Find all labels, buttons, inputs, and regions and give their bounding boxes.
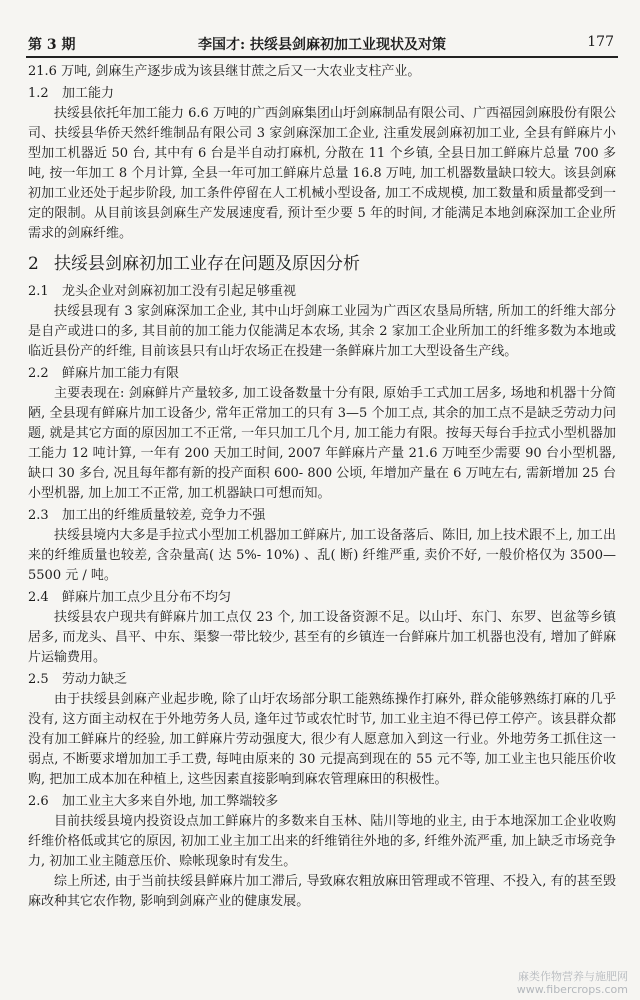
heading-title: 龙头企业对剑麻初加工没有引起足够重视 xyxy=(62,284,297,299)
heading-title: 加工业主大多来自外地, 加工弊端较多 xyxy=(62,794,279,809)
heading-title: 鲜麻片加工点少且分布不均匀 xyxy=(62,590,232,605)
paragraph: 由于扶绥县剑麻产业起步晚, 除了山圩农场部分职工能熟练操作打麻外, 群众能够熟练打麻的几乎没有, 这方面主动权在于外地劳务人员, 逢年过节或农忙时节, 加工业主迫不得已停工停产。该县群众都没有加工鲜麻片的经验, 加工鲜麻片劳动强度大, 很少有人愿意加入到这一行业。外地劳务工抓住这一弱点, 不断要求增加加工手工费, 每吨由原来的 30 元提高到现在的 55 元不等, 加工业主也只能压价收购, 把加工成本加在种植上, 这些因素直接影响到麻农管理麻田的积极性。 xyxy=(28,692,616,787)
paragraph: 21.6 万吨, 剑麻生产逐步成为该县继甘蔗之后又一大农业支柱产业。 xyxy=(28,64,421,79)
heading-number: 1.2 xyxy=(28,86,49,101)
paragraph: 综上所述, 由于当前扶绥县鲜麻片加工滞后, 导致麻农粗放麻田管理或不管理、不投入, 有的甚至毁麻改种其它农作物, 影响到剑麻产业的健康发展。 xyxy=(28,874,616,909)
paragraph: 目前扶绥县境内投资设点加工鲜麻片的多数来自玉林、陆川等地的业主, 由于本地深加工企业收购纤维价格低或其它的原因, 初加工业主加工出来的纤维销往外地的多, 纤维外流严重, 加上缺乏市场竞争力, 初加工业主随意压价、赊帐现象时有发生。 xyxy=(28,814,616,869)
heading-title: 加工能力 xyxy=(62,86,115,101)
subsection-heading xyxy=(28,506,616,526)
subsection-heading xyxy=(28,670,616,690)
article-body xyxy=(28,62,616,912)
watermark-line-1: 麻类作物营养与施肥网 xyxy=(518,970,628,983)
section-heading xyxy=(28,252,616,276)
running-header xyxy=(26,30,618,58)
paragraph: 扶绥县依托年加工能力 6.6 万吨的广西剑麻集团山圩剑麻制品有限公司、广西福园剑麻股份有限公司、扶绥县华侨天然纤维制品有限公司 3 家剑麻深加工企业, 注重发展剑麻初加工业, 全县有鲜麻片小型加工机器近 50 台, 其中有 6 台是半自动打麻机, 分散在 11 个乡镇, 全县日加工鲜麻片总量 700 多吨, 按一年加工 8 个月计算, 全县一年可加工鲜麻片总量 16.8 万吨, 加工机器数量缺口较大。该县剑麻初加工业还处于起步阶段, 加工条件停留在人工机械小型设备, 加工不成规模, 加工数量和质量都受到一定的限制。从目前该县剑麻生产发展速度看, 预计至少要 5 年的时间, 才能满足本地剑麻深加工企业所需求的剑麻纤维。 xyxy=(28,106,616,241)
heading-number: 2 xyxy=(28,254,39,274)
watermark-line-2: www.fibercrops.com xyxy=(516,983,628,996)
site-watermark xyxy=(517,970,628,996)
subsection-heading xyxy=(28,84,616,104)
subsection-heading xyxy=(28,588,616,608)
heading-title: 鲜麻片加工能力有限 xyxy=(62,366,180,381)
heading-number: 2.6 xyxy=(28,794,49,809)
subsection-heading xyxy=(28,792,616,812)
paragraph: 扶绥县现有 3 家剑麻深加工企业, 其中山圩剑麻工业园为广西区农垦局所辖, 所加工的纤维大部分是自产或进口的多, 其目前的加工能力仅能满足本农场, 其余 2 家加工企业所加工的纤维多数为本地或临近县份产的纤维, 目前该县只有山圩农场正在投建一条鲜麻片加工大型设备生产线。 xyxy=(28,304,616,359)
paragraph: 主要表现在: 剑麻鲜片产量较多, 加工设备数量十分有限, 原始手工式加工居多, 场地和机器十分简陋, 全县现有鲜麻片加工设备少, 常年正常加工的只有 3—5 个加工点, 其余的加工点不是缺乏劳动力问题, 就是其它方面的原因加工不正常, 一年只加工几个月, 加工能力有限。按每天每台手拉式小型机器加工能力 12 吨计算, 一年有 200 天加工时间, 2007 年鲜麻片产量 21.6 万吨至少需要 90 台小型机器, 缺口 30 多台, 况且每年都有新的投产面积 600- 800 公顷, 年增加产量在 6 万吨左右, 需新增加 25 台小型机器, 加上加工不正常, 加工机器缺口可想而知。 xyxy=(28,386,616,501)
paragraph: 扶绥县境内大多是手拉式小型加工机器加工鲜麻片, 加工设备落后、陈旧, 加上技术跟不上, 加工出来的纤维质量也较差, 含杂量高( 达 5%- 10%) 、乱( 断) 纤维严重, 卖价不好, 一般价格仅为 3500—5500 元 / 吨。 xyxy=(28,528,616,583)
issue-label: 第 3 期 xyxy=(28,37,76,53)
heading-title: 扶绥县剑麻初加工业存在问题及原因分析 xyxy=(54,254,360,274)
heading-number: 2.1 xyxy=(28,284,49,299)
subsection-heading xyxy=(28,364,616,384)
subsection-heading xyxy=(28,282,616,302)
heading-title: 加工出的纤维质量较差, 竞争力不强 xyxy=(62,508,266,523)
running-title: 李国才: 扶绥县剑麻初加工业现状及对策 xyxy=(197,37,447,53)
heading-number: 2.5 xyxy=(28,672,49,687)
heading-title: 劳动力缺乏 xyxy=(62,672,128,687)
heading-number: 2.4 xyxy=(28,590,49,605)
heading-number: 2.3 xyxy=(28,508,49,523)
page-number: 177 xyxy=(587,34,614,50)
paragraph: 扶绥县农户现共有鲜麻片加工点仅 23 个, 加工设备资源不足。以山圩、东门、东罗、岜盆等乡镇居多, 而龙头、昌平、中东、渠黎一带比较少, 甚至有的乡镇连一台鲜麻片加工机器也没有, 增加了鲜麻片运输费用。 xyxy=(28,610,616,665)
heading-number: 2.2 xyxy=(28,366,49,381)
